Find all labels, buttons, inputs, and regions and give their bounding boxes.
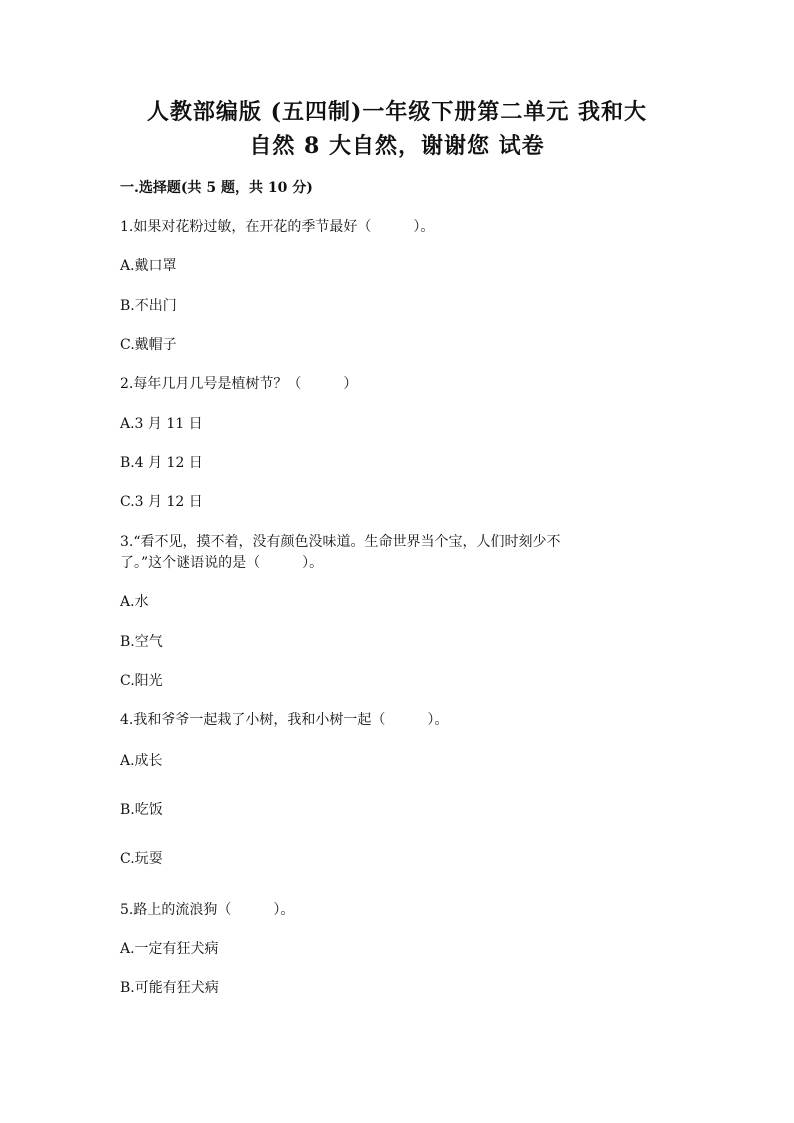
question-2-option-a: A.3 月 11 日 [120,416,203,432]
question-3-stem-line-2: 了。”这个谜语说的是（ ）。 [120,555,324,571]
document-title-line-2: 自然 8 大自然，谢谢您 试卷 [249,133,545,159]
question-2-option-b: B.4 月 12 日 [120,455,203,471]
question-5-stem: 5.路上的流浪狗（ ）。 [120,902,295,918]
section-heading: 一.选择题(共 5 题，共 10 分) [120,180,313,196]
question-3-stem-line-1: 3.“看不见，摸不着，没有颜色没味道。生命世界当个宝，人们时刻少不 [120,534,561,550]
question-5-option-a: A.一定有狂犬病 [120,941,219,957]
question-4-option-a: A.成长 [120,753,163,769]
question-1-stem: 1.如果对花粉过敏，在开花的季节最好（ ）。 [120,219,435,235]
document-title-line-1: 人教部编版 (五四制)一年级下册第二单元 我和大 [146,99,648,125]
question-4-option-b: B.吃饭 [120,802,163,818]
question-3-option-a: A.水 [120,594,149,610]
question-3-option-b: B.空气 [120,634,163,650]
question-1-option-c: C.戴帽子 [120,337,177,353]
question-2-option-c: C.3 月 12 日 [120,494,203,510]
question-5-option-b: B.可能有狂犬病 [120,980,219,996]
question-2-stem: 2.每年几月几号是植树节？（ ） [120,376,358,392]
question-1-option-a: A.戴口罩 [120,258,177,274]
question-4-option-c: C.玩耍 [120,851,163,867]
question-4-stem: 4.我和爷爷一起栽了小树，我和小树一起（ ）。 [120,712,449,728]
question-3-option-c: C.阳光 [120,673,163,689]
question-1-option-b: B.不出门 [120,298,177,314]
